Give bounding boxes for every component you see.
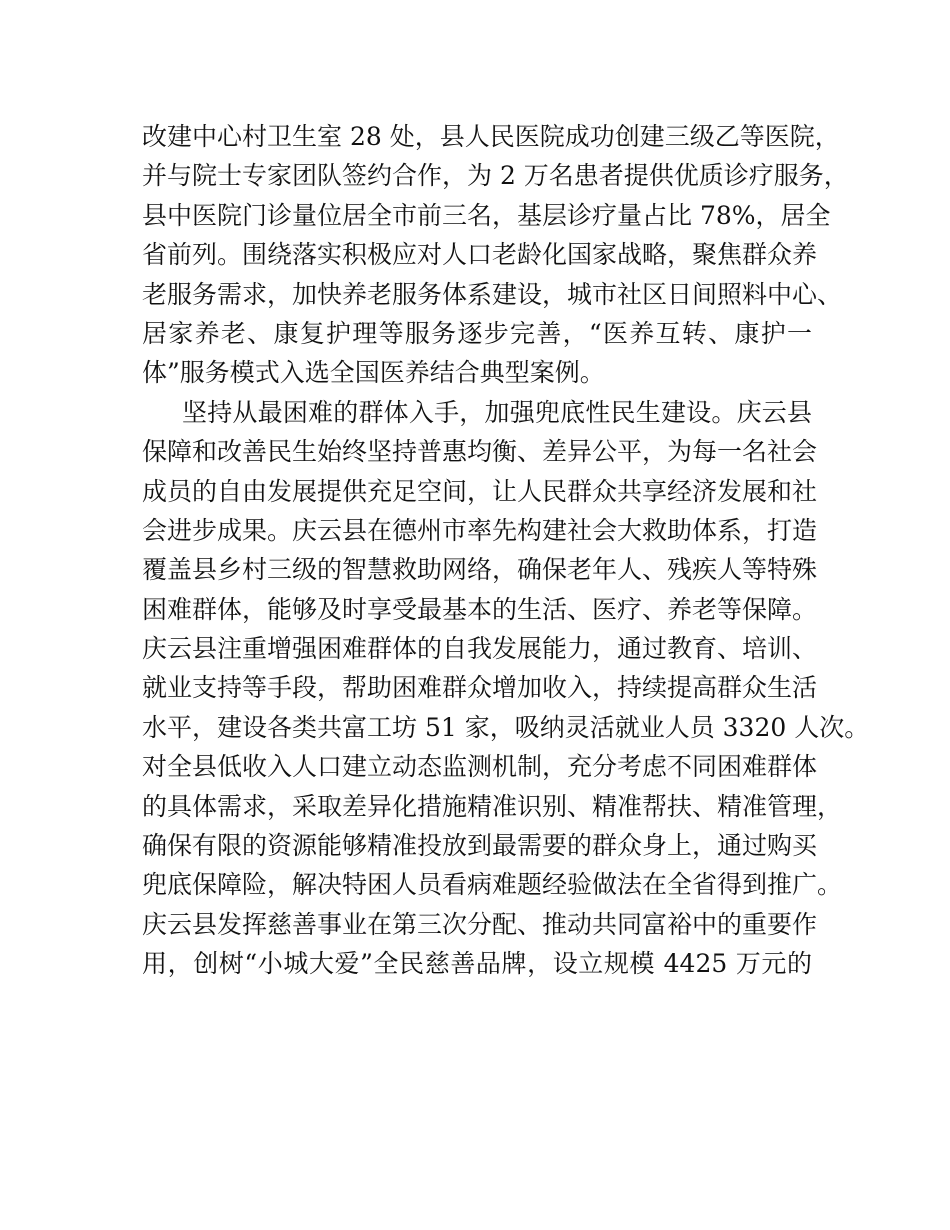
text-line: 确保有限的资源能够精准投放到最需要的群众身上，通过购买 [142,831,818,861]
paragraph-healthcare-elderly-care [142,117,849,393]
text-line: 庆云县发挥慈善事业在第三次分配、推动共同富裕中的重要作 [142,909,818,939]
paragraph-social-assistance [142,393,870,984]
text-line: 就业支持等手段，帮助困难群众增加收入，持续提高群众生活 [142,673,818,703]
text-line: 改建中心村卫生室 28 处，县人民医院成功创建三级乙等医院， [142,122,840,151]
text-line: 体”服务模式入选全国医养结合典型案例。 [142,358,605,388]
text-line: 兜底保障险，解决特困人员看病难题经验做法在全省得到推广。 [142,870,843,900]
text-line: 对全县低收入人口建立动态监测机制，充分考虑不同困难群体 [142,752,818,782]
text-line: 的具体需求，采取差异化措施精准识别、精准帮扶、精准管理， [142,791,843,821]
text-line: 老服务需求，加快养老服务体系建设，城市社区日间照料中心、 [142,279,843,309]
document-body [142,117,870,984]
text-line: 会进步成果。庆云县在德州市率先构建社会大救助体系，打造 [142,515,818,545]
text-line: 坚持从最困难的群体入手，加强兜底性民生建设。庆云县 [182,397,812,427]
text-line: 用，创树“小城大爱”全民慈善品牌，设立规模 4425 万元的 [142,949,812,979]
text-line: 庆云县注重增强困难群体的自我发展能力，通过教育、培训、 [142,634,818,664]
text-line: 居家养老、康复护理等服务逐步完善，“医养互转、康护一 [142,318,812,348]
text-line: 覆盖县乡村三级的智慧救助网络，确保老年人、残疾人等特殊 [142,555,818,585]
text-line: 保障和改善民生始终坚持普惠均衡、差异公平，为每一名社会 [142,437,818,467]
text-line: 成员的自由发展提供充足空间，让人民群众共享经济发展和社 [142,476,818,506]
text-line: 省前列。围绕落实积极应对人口老龄化国家战略，聚焦群众养 [142,240,818,270]
text-line: 并与院士专家团队签约合作，为 2 万名患者提供优质诊疗服务， [142,161,849,191]
text-line: 县中医院门诊量位居全市前三名，基层诊疗量占比 78%，居全 [142,200,831,230]
text-line: 困难群体，能够及时享受最基本的生活、医疗、养老等保障。 [142,594,818,624]
text-line: 水平，建设各类共富工坊 51 家，吸纳灵活就业人员 3320 人次。 [142,712,870,742]
